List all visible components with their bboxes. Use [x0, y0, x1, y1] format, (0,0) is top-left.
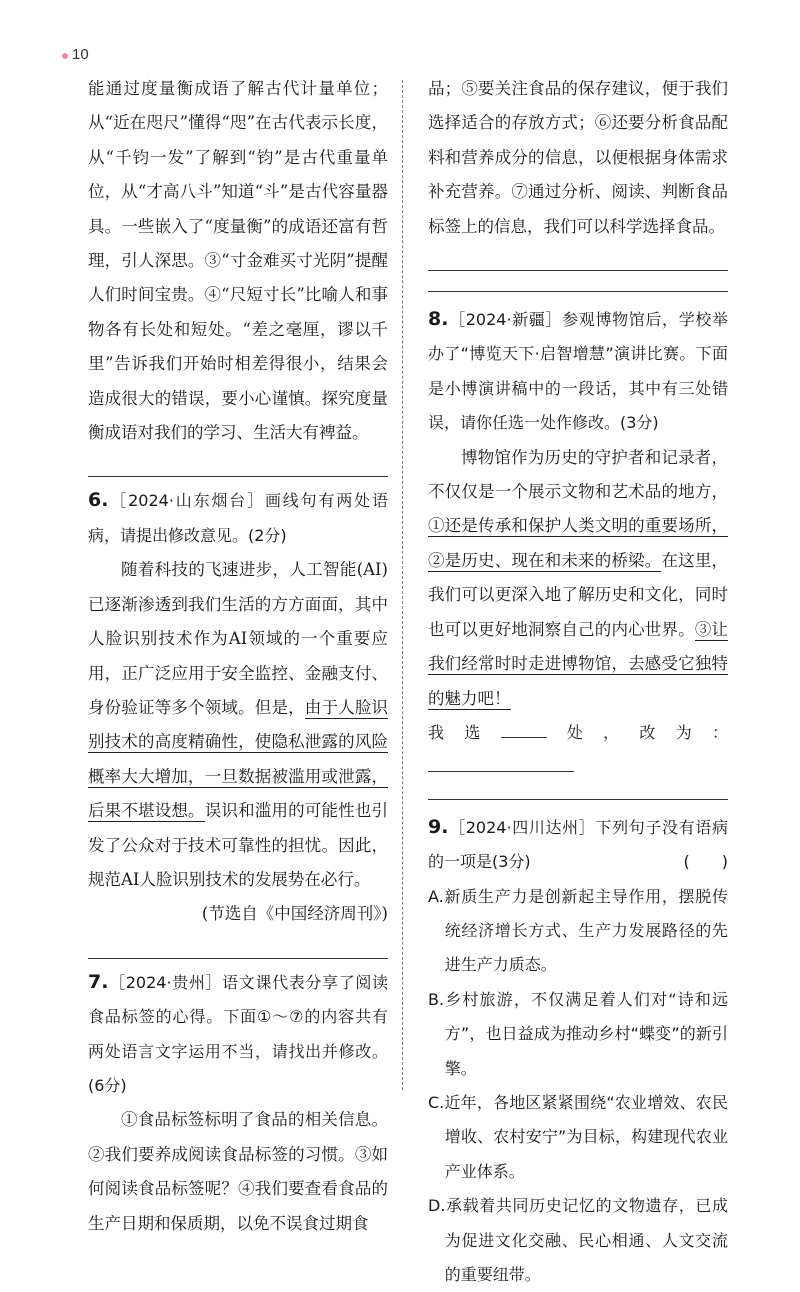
question-8	[428, 302, 728, 800]
question-9-stem	[428, 810, 728, 880]
option-c[interactable]: C.近年，各地区紧紧围绕“农业增效、农民增收、农村安宁”为目标，构建现代农业产业体系。	[428, 1092, 728, 1181]
question-9-number: 9.	[428, 815, 449, 838]
question-7-passage-continued: 品；⑤要关注食品的保存建议，便于我们选择适合的存放方式；⑥还要分析食品配料和营养成分的信息，以便根据身体需求补充营养。⑦通过分析、阅读、判断食品标签上的信息，我们可以科学选择食品。	[428, 79, 728, 236]
answer-suffix: 处，改为：	[546, 722, 728, 742]
underlined-sentence-1: ①还是传承和保护人类文明的重要场所，	[428, 516, 728, 536]
question-9-prompt: ［2024·四川达州］下列句子没有语病的一项是(3分)	[428, 817, 728, 872]
option-a[interactable]: A.新质生产力是创新起主导作用，摆脱传统经济增长方式、生产力发展路径的先进生产力质态。	[428, 886, 728, 975]
question-7-prompt: ［2024·贵州］语文课代表分享了阅读食品标签的心得。下面①～⑦的内容共有两处语言文字运用不当，请找出并修改。(6分)	[88, 972, 388, 1095]
left-column	[88, 72, 388, 1241]
right-column	[428, 72, 728, 1292]
question-7-number: 7.	[88, 970, 109, 993]
answer-line[interactable]	[88, 936, 388, 959]
answer-line[interactable]	[428, 277, 728, 292]
option-b[interactable]: B.乡村旅游，不仅满足着人们对“诗和远方”，也日益成为推动乡村“蝶变”的新引擎。	[428, 989, 728, 1078]
choice-blank[interactable]	[501, 721, 547, 738]
question-8-answer-row	[428, 716, 728, 785]
question-6-number: 6.	[88, 489, 109, 512]
question-8-passage	[428, 441, 728, 716]
passage-text: 在这里，我们可以更深入地了解历史和文化，同时也可以更好地洞察自己的内心世界。	[428, 550, 729, 639]
passage-text: 博物馆作为历史的守护者和记录者，不仅仅是一个展示文物和艺术品的地方，	[428, 447, 728, 502]
answer-line[interactable]	[428, 248, 728, 271]
question-8-stem	[428, 302, 728, 441]
source-citation: (节选自《中国经济周刊》)	[201, 904, 388, 924]
question-6-passage	[88, 553, 388, 897]
question-6-stem	[88, 483, 388, 553]
question-8-prompt: ［2024·新疆］参观博物馆后，学校举办了“博览天下·启智增慧”演讲比赛。下面是小博演讲稿中的一段话，其中有三处错误，请你任选一处作修改。(3分)	[428, 310, 728, 433]
answer-line[interactable]	[88, 454, 388, 477]
page-marker-dot	[62, 53, 68, 59]
answer-parentheses[interactable]: ( )	[683, 852, 728, 872]
column-divider	[402, 80, 403, 1090]
question-9	[428, 810, 728, 1292]
question-7-passage: ①食品标签标明了食品的相关信息。②我们要养成阅读食品标签的习惯。③如何阅读食品标签呢？④我们要查看食品的生产日期和保质期，以免不误食过期食	[88, 1110, 388, 1233]
underlined-sentence-3: ③让我们经常时时走进博物馆，去感受它独特的魅力吧！	[428, 619, 729, 708]
passage-text: 误识和滥用的可能性也引发了公众对于技术可靠性的担忧。因此，规范AI人脸识别技术的发展势在必行。	[88, 801, 389, 889]
question-6	[88, 483, 388, 958]
continued-passage: 能通过度量衡成语了解古代计量单位；从“近在咫尺”懂得“咫”在古代表示长度，从“千钧一发”了解到“钧”是古代重量单位，从“才高八斗”知道“斗”是古代容量器具。一些嵌入了“度量衡”的成语还富有哲理，引人深思。③“寸金难买寸光阴”提醒人们时间宝贵。④“尺短寸长”比喻人和事物各有长处和短处。“差之毫厘，谬以千里”告诉我们开始时相差得很小，结果会造成很大的错误，要小心谨慎。探究度量衡成语对我们的学习、生活大有裨益。	[88, 79, 388, 443]
question-7-stem	[88, 965, 388, 1104]
question-8-number: 8.	[428, 308, 449, 331]
answer-line[interactable]	[428, 785, 728, 800]
revision-blank[interactable]	[428, 755, 574, 772]
question-7	[88, 965, 388, 1241]
page-number: 10	[72, 46, 89, 63]
underlined-sentence: 由于人脸识别技术的高度精确性，使隐私泄露的风险概率大大增加，一旦数据被滥用或泄露，后果不堪设想。	[88, 697, 389, 821]
underlined-sentence-2: ②是历史、现在和未来的桥梁。	[428, 550, 662, 570]
option-d[interactable]: D.承载着共同历史记忆的文物遗存，已成为促进文化交融、民心相通、人文交流的重要纽带。	[428, 1196, 728, 1284]
answer-prefix: 我选	[428, 722, 501, 742]
passage-text: 随着科技的飞速进步，人工智能(AI)已逐渐渗透到我们生活的方方面面，其中人脸识别技术作为AI领域的一个重要应用，正广泛应用于安全监控、金融支付、身份验证等多个领域。但是，	[88, 560, 388, 717]
question-6-prompt: ［2024·山东烟台］画线句有两处语病，请提出修改意见。(2分)	[88, 491, 388, 545]
